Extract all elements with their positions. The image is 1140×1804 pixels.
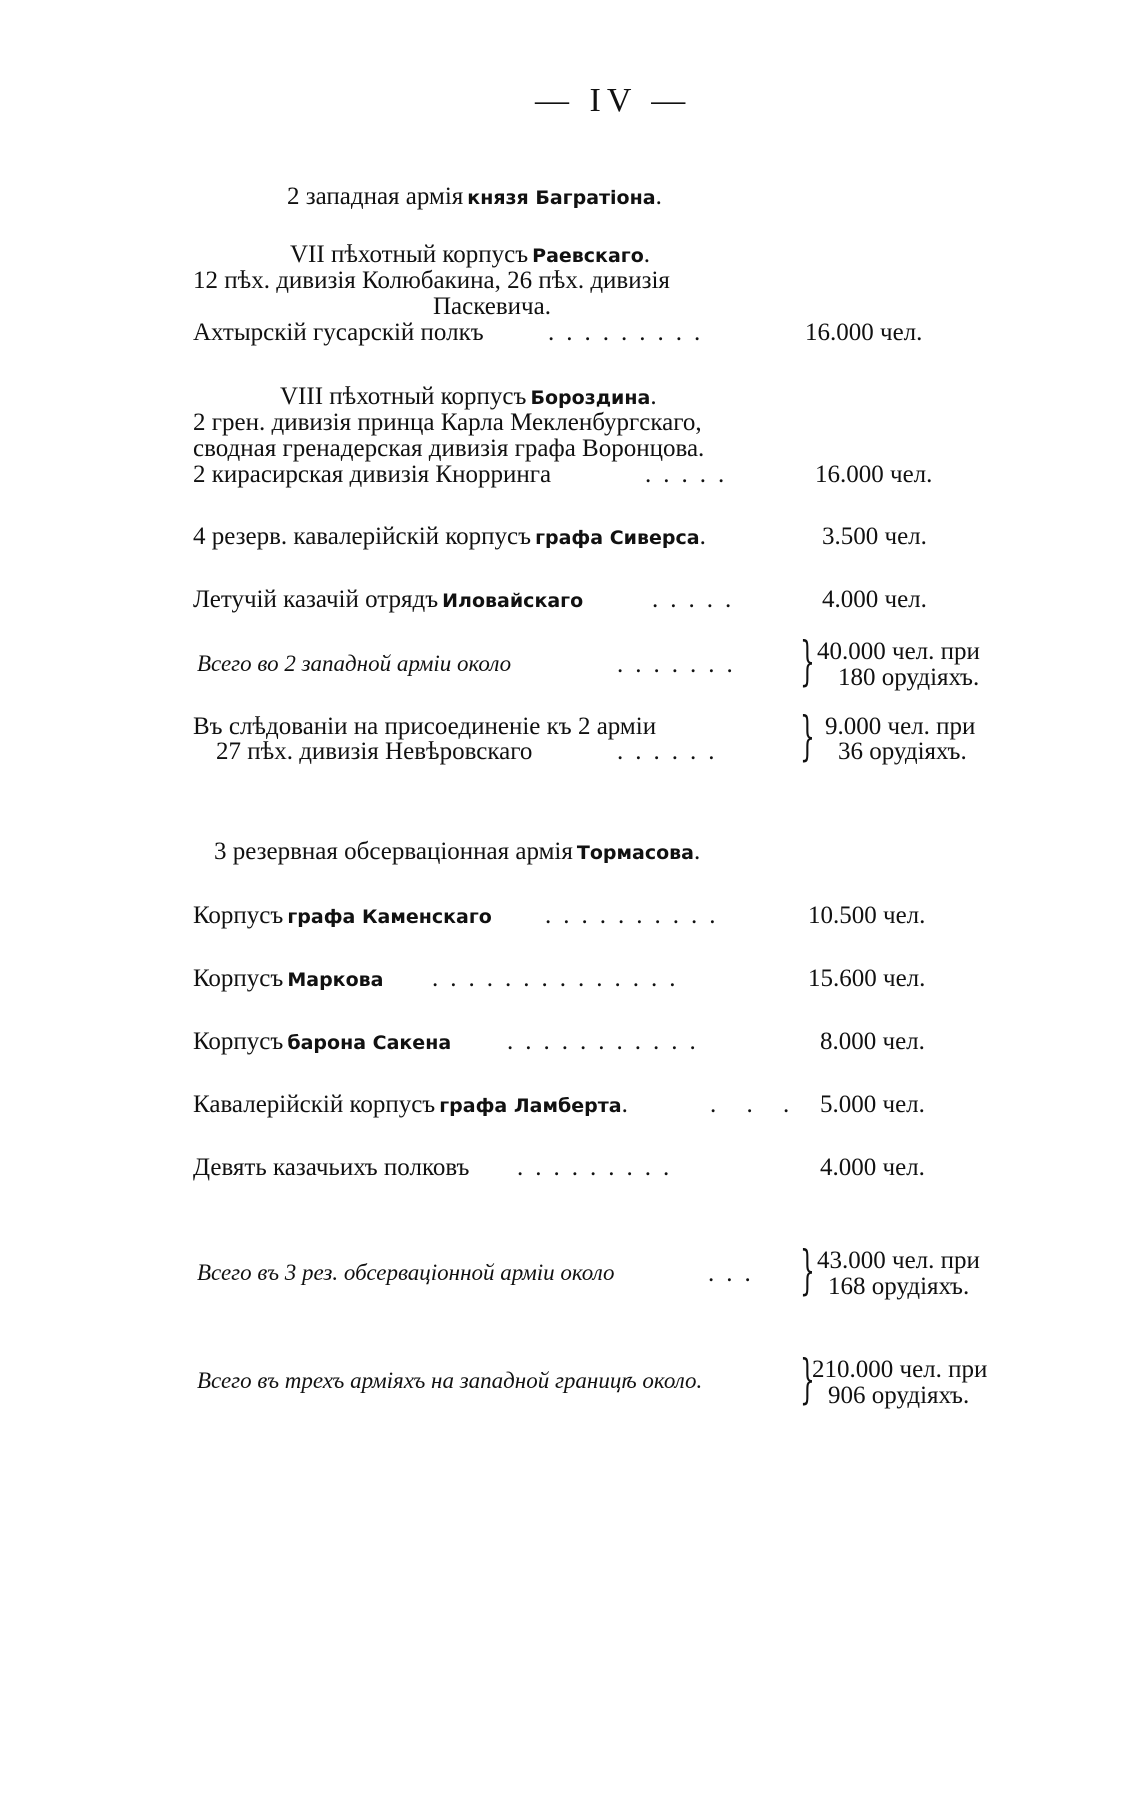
joining-value1: 9.000 чел. при <box>825 713 976 740</box>
army3-row-value: 15.600 чел. <box>808 965 926 992</box>
army3-row: Корпусъ барона Сакена <box>193 1028 452 1055</box>
corps7-title: VII пѣхотный корпусъ Раевскаго. <box>290 241 651 268</box>
army2-total-label: Всего во 2 западной арміи около <box>197 651 512 676</box>
corps8-line2: сводная гренадерская дивизія графа Воронцова. <box>193 435 705 462</box>
corps8-title-prefix: VIII пѣхотный корпусъ <box>280 383 527 410</box>
army3-total-line1: 43.000 чел. при <box>817 1247 980 1274</box>
army3-row-value: 5.000 чел. <box>820 1091 925 1118</box>
army3-row-value: 4.000 чел. <box>820 1154 925 1181</box>
army3-total-label: Всего въ 3 рез. обсерваціонной арміи около <box>197 1260 615 1285</box>
grand-total-line2: 906 орудіяхъ. <box>828 1382 970 1409</box>
army2-title-prefix: 2 западная армія <box>287 183 464 210</box>
corps7-value: 16.000 чел. <box>805 319 923 346</box>
joining-line1: Въ слѣдованіи на присоединеніе къ 2 арміи <box>193 713 657 740</box>
cossack-name: Иловайскаго <box>442 590 584 612</box>
joining-line2: 27 пѣх. дивизія Невѣровскаго <box>216 738 533 765</box>
joining-brace: } <box>800 707 815 767</box>
cav4-row: 4 резерв. кавалерійскій корпусъ графа Сиверса. <box>193 523 706 550</box>
corps7-line1: 12 пѣх. дивизія Колюбакина, 26 пѣх. дивизія <box>193 267 670 294</box>
army3-row: Корпусъ Маркова <box>193 965 384 992</box>
army3-title-name: Тормасова <box>576 842 694 864</box>
army3-total-brace: } <box>800 1241 815 1301</box>
corps8-value: 16.000 чел. <box>815 461 933 488</box>
grand-total-brace: } <box>800 1350 815 1410</box>
grand-total-label: Всего въ трехъ арміяхъ на западной границѣ около. <box>197 1368 703 1393</box>
army3-title-prefix: 3 резервная обсерваціонная армія <box>214 838 573 865</box>
cossack-row <box>193 586 583 614</box>
corps8-title-name: Бороздина <box>530 387 651 409</box>
page-number: — IV — <box>535 82 692 119</box>
corps7-line3: Ахтырскій гусарскій полкъ <box>193 319 484 346</box>
army3-title: 3 резервная обсерваціонная армія Тормасова. <box>214 838 701 865</box>
corps7-line2: Паскевича. <box>433 293 551 320</box>
joining-value2: 36 орудіяхъ. <box>838 738 967 765</box>
grand-total-line1: 210.000 чел. при <box>812 1356 988 1383</box>
corps8-line1: 2 грен. дивизія принца Карла Мекленбургскаго, <box>193 409 702 436</box>
corps7-title-name: Раевскаго <box>532 245 644 267</box>
army2-title-name: князя Багратіона <box>467 187 656 209</box>
cav4-prefix: 4 резерв. кавалерійскій корпусъ <box>193 523 532 550</box>
army2-total-brace: } <box>800 632 815 692</box>
army3-row: Девять казачьихъ полковъ <box>193 1154 470 1181</box>
army3-row-value: 8.000 чел. <box>820 1028 925 1055</box>
cossack-value: 4.000 чел. <box>822 586 927 613</box>
corps8-line3: 2 кирасирская дивизія Кнорринга <box>193 461 552 488</box>
army3-total-line2: 168 орудіяхъ. <box>828 1273 970 1300</box>
army3-row-value: 10.500 чел. <box>808 902 926 929</box>
corps8-title: VIII пѣхотный корпусъ Бороздина. <box>280 383 657 410</box>
army2-total-line2: 180 орудіяхъ. <box>838 664 980 691</box>
army3-row: Корпусъ графа Каменскаго <box>193 902 492 929</box>
cav4-value: 3.500 чел. <box>822 523 927 550</box>
army2-title: 2 западная армія князя Багратіона. <box>287 183 662 210</box>
cossack-prefix: Летучій казачій отрядъ <box>193 586 439 613</box>
army2-total-line1: 40.000 чел. при <box>817 638 980 665</box>
corps7-title-prefix: VII пѣхотный корпусъ <box>290 241 529 268</box>
cav4-name: графа Сиверса <box>535 527 700 549</box>
army3-row: Кавалерійскій корпусъ графа Ламберта. <box>193 1091 628 1118</box>
